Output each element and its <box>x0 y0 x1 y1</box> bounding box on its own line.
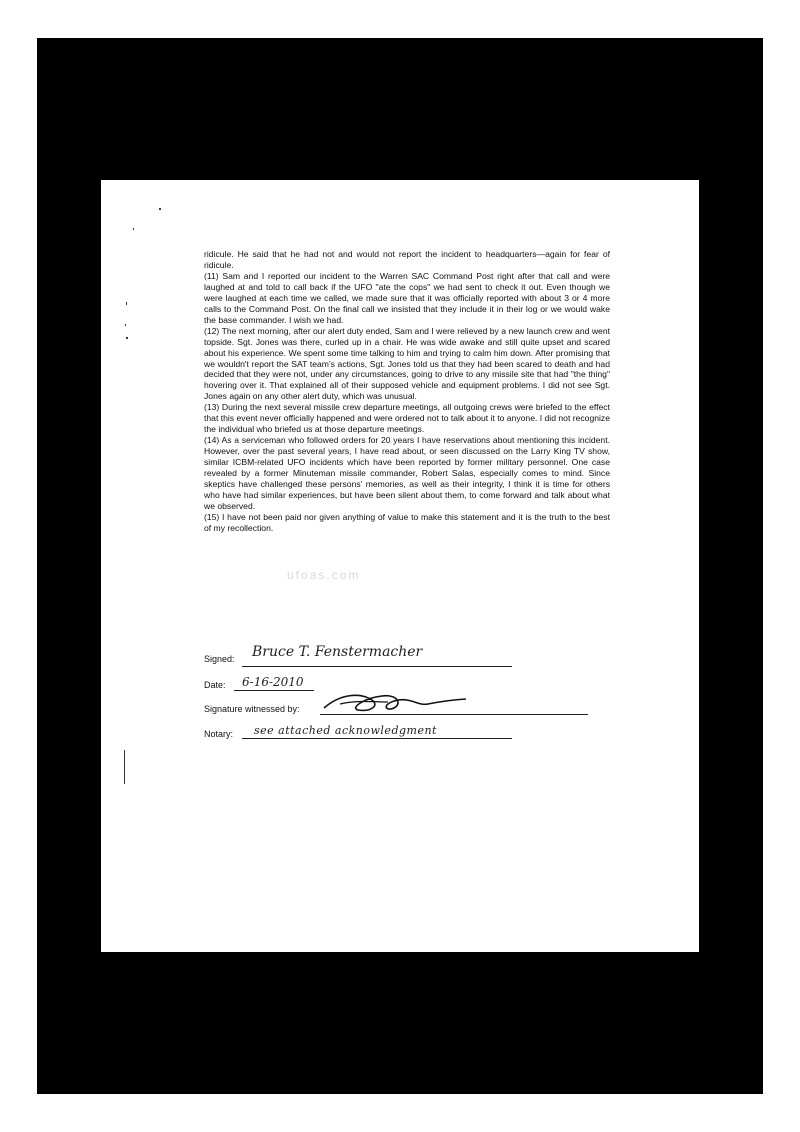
witness-line <box>320 714 588 715</box>
scan-speck <box>159 208 161 210</box>
signed-label: Signed: <box>204 654 235 664</box>
scan-speck <box>126 337 128 339</box>
witness-label: Signature witnessed by: <box>204 704 300 714</box>
paragraph: ridicule. He said that he had not and would not report the incident to headquarters—again for fear of ridicule. <box>204 249 610 270</box>
notary-line <box>242 738 512 739</box>
scan-speck <box>133 228 134 230</box>
paragraph: (14) As a serviceman who followed orders for 20 years I have reservations about mentioning this incident. However, over the past several years, I have read about, or seen discussed on the Larry King TV show, similar ICBM-related UFO incidents which have been reported by former military personnel. One case revealed by a former Minuteman missile commander, Robert Salas, especially comes to mind. Since skeptics have challenged these persons' memories, as well as their integrity, I think it is time for others who have had similar experiences, but have been silent about them, to come forward and talk about what we observed. <box>204 435 610 511</box>
paragraph: (12) The next morning, after our alert duty ended, Sam and I were relieved by a new launch crew and went topside. Sgt. Jones was there, curled up in a chair. He was wide awake and still quite upset and scared about his experience. We spent some time talking to him and trying to calm him down. After promising that we wouldn't report the SAT team's actions, Sgt. Jones told us that they had been scared to death and had decided that they were not, under any circumstances, going to drive to any missile site that had "the thing" hovering over it. That explained all of their supposed vehicle and equipment problems. I did not see Sgt. Jones again on any other alert duty, which was unusual. <box>204 325 610 402</box>
signed-line <box>242 666 512 667</box>
handwritten-signature: Bruce T. Fenstermacher <box>252 644 423 660</box>
paragraph: (11) Sam and I reported our incident to the Warren SAC Command Post right after that call and were laughed at and told to call back if the UFO "ate the cops" we had sent to check it out. Even though we were laughed at each time we called, we made sure that it was officially reported with about 3 or 4 more calls to the Command Post. On the final call we insisted that they include it in their log or we would wake the base commander. I wish we had. <box>204 270 610 325</box>
watermark: ufoas.com <box>287 568 361 582</box>
scan-speck <box>125 324 126 326</box>
date-row <box>204 680 226 690</box>
statement-body <box>204 249 610 534</box>
notary-label: Notary: <box>204 729 234 739</box>
document-page <box>101 180 699 952</box>
paragraph: (15) I have not been paid nor given anything of value to make this statement and it is the truth to the best of my recollection. <box>204 511 610 533</box>
scan-line-mark <box>124 750 125 784</box>
date-line <box>234 690 314 691</box>
notary-row <box>204 729 233 739</box>
handwritten-date: 6-16-2010 <box>242 675 304 689</box>
date-label: Date: <box>204 680 226 690</box>
signed-row <box>204 654 235 664</box>
handwritten-notary: see attached acknowledgment <box>254 724 437 737</box>
scan-speck <box>126 302 127 305</box>
paragraph: (13) During the next several missile crew departure meetings, all outgoing crews were briefed to the effect that this event never officially happened and were ordered not to talk about it to anyone. I did not recognize the individual who briefed us at those departure meetings. <box>204 402 610 435</box>
witness-row <box>204 704 300 714</box>
